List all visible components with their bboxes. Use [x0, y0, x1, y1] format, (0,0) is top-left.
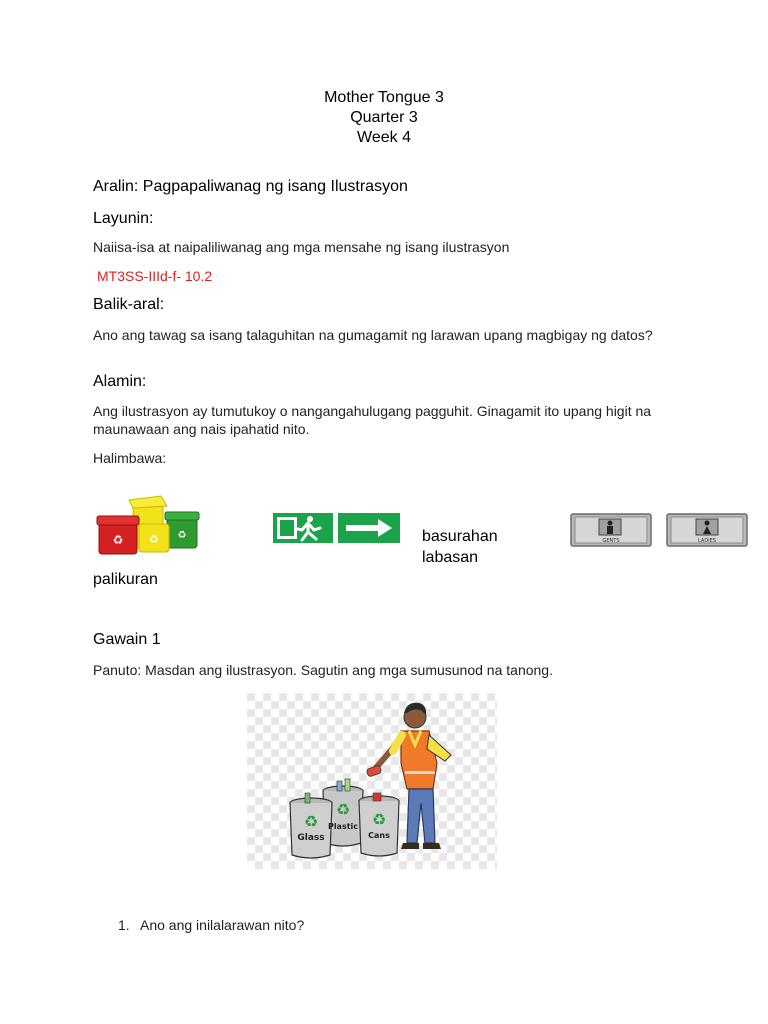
question-number: 1. — [118, 917, 130, 933]
gawain-instruction: Panuto: Masdan ang ilustrasyon. Sagutin ang mga sumusunod na tanong. — [93, 662, 553, 678]
balik-aral-text: Ano ang tawag sa isang talaguhitan na gumagamit ng larawan upang magbigay ng datos? — [93, 327, 653, 343]
layunin-heading: Layunin: — [93, 210, 154, 227]
sign-ladies-label: LADIES — [698, 538, 716, 544]
bin-label-glass: Glass — [297, 833, 325, 843]
svg-text:♻: ♻ — [335, 800, 351, 819]
alamin-heading: Alamin: — [93, 373, 147, 390]
alamin-text: Ang ilustrasyon ay tumutukoy o nangangahulugang pagguhit. Ginagamit ito upang higit na maunawaan ang nais ipahatid nito. — [93, 403, 652, 437]
quarter-title: Quarter 3 — [350, 109, 418, 126]
competency-code: MT3SS-IIId-f- 10.2 — [97, 268, 213, 284]
recycling-man-illustration — [247, 693, 497, 869]
example-word-labasan: labasan — [422, 549, 479, 566]
recycling-illustration-icon — [247, 693, 497, 869]
trash-bins-illustration — [95, 492, 207, 558]
exit-sign-icon — [272, 512, 402, 544]
question-item — [118, 916, 304, 934]
layunin-text: Naiisa-isa at naipaliliwanag ang mga mensahe ng isang ilustrasyon — [93, 239, 510, 255]
exit-signs-illustration — [272, 512, 402, 544]
example-word-basurahan: basurahan — [422, 528, 498, 545]
subject-title: Mother Tongue 3 — [324, 89, 444, 106]
halimbawa-label: Halimbawa: — [93, 450, 167, 466]
svg-text:♻: ♻ — [149, 533, 159, 546]
aralin-heading: Aralin: Pagpapaliwanag ng isang Ilustrasyon — [93, 178, 408, 195]
restroom-signs-illustration — [570, 512, 750, 548]
restroom-sign-icon — [570, 512, 750, 548]
trash-bins-icon — [95, 492, 207, 558]
svg-text:♻: ♻ — [177, 530, 187, 541]
example-word-palikuran: palikuran — [93, 571, 158, 588]
question-text: Ano ang inilalarawan nito? — [140, 917, 305, 933]
gawain-heading: Gawain 1 — [93, 631, 161, 648]
svg-text:♻: ♻ — [112, 533, 124, 547]
bin-label-cans: Cans — [368, 831, 390, 840]
balik-aral-heading: Balik-aral: — [93, 296, 165, 313]
sign-gents-label: GENTS — [602, 538, 620, 544]
week-title: Week 4 — [357, 129, 411, 146]
svg-text:♻: ♻ — [303, 812, 319, 831]
bin-label-plastic: Plastic — [327, 822, 359, 831]
svg-text:♻: ♻ — [371, 810, 387, 829]
